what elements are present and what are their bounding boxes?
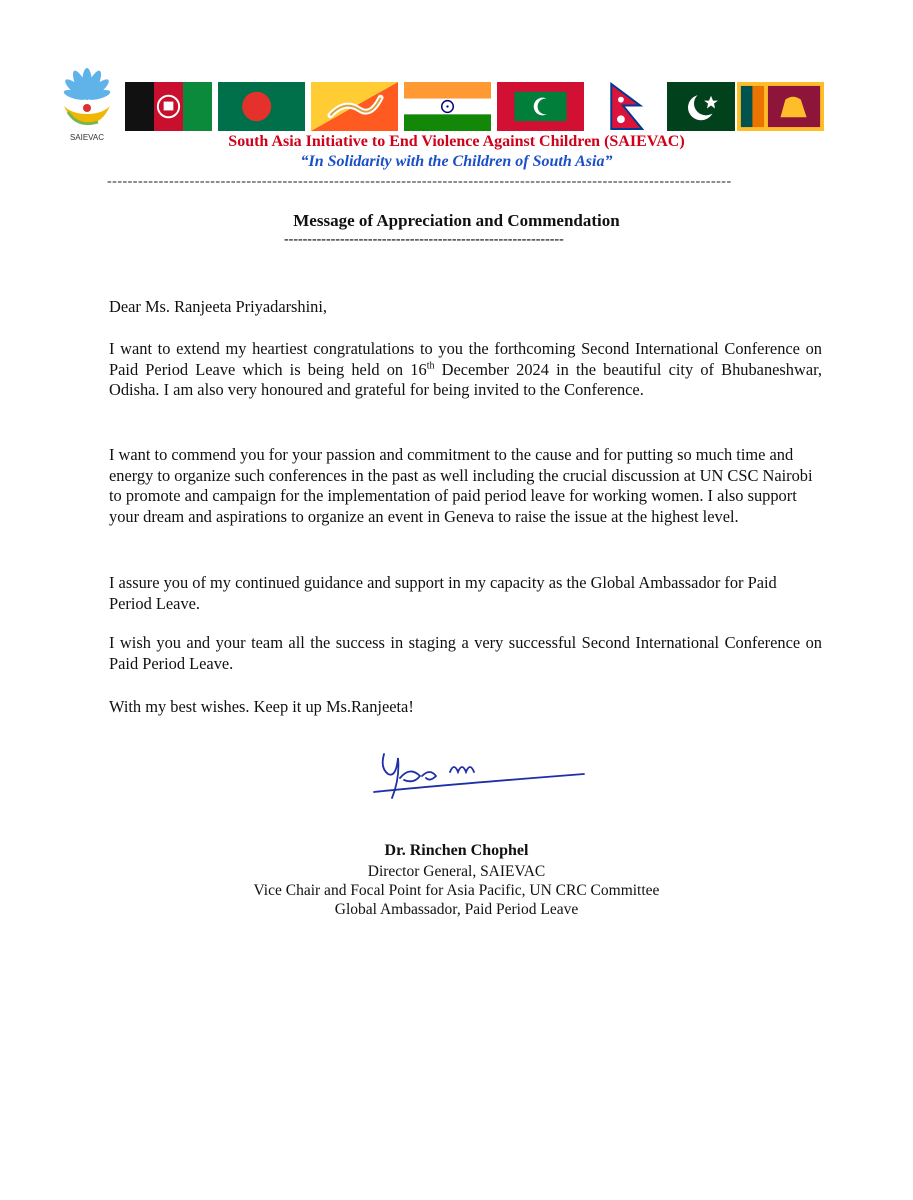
signatory-title: Global Ambassador, Paid Period Leave [334, 901, 579, 918]
paragraph-1 [109, 339, 822, 401]
header-divider: ------------------------------------------------------------------------------------------------------------------------- [107, 174, 732, 189]
paragraph-1-text: I want to extend my heartiest congratulations to you the forthcoming Second International Conference on Paid Period Leave which is being held on 16 [109, 339, 822, 379]
bangladesh-flag [218, 82, 305, 131]
logo-caption: SAIEVAC [69, 133, 105, 142]
bhutan-flag [311, 82, 398, 131]
india-flag [404, 82, 491, 131]
document-title: Message of Appreciation and Commendation [293, 211, 620, 230]
signatory-name: Dr. Rinchen Chophel [384, 842, 529, 859]
paragraph-3: I assure you of my continued guidance and support in my capacity as the Global Ambassador for Paid Period Leave. [109, 573, 777, 613]
title-underline: ------------------------------------------------------------ [284, 232, 564, 247]
paragraph-4: I wish you and your team all the success in staging a very successful Second International Conference on Paid Period Leave. [109, 633, 822, 673]
closing-line: With my best wishes. Keep it up Ms.Ranjeeta! [109, 697, 414, 716]
pakistan-flag [645, 82, 735, 131]
paragraph-1-text-cont: December 2024 in the beautiful city of Bhubaneshwar, Odisha. I am also very honoured and grateful for being invited to the Conference. [109, 359, 823, 399]
organization-name: South Asia Initiative to End Violence Against Children (SAIEVAC) [228, 133, 685, 150]
maldives-flag [497, 82, 584, 131]
salutation: Dear Ms. Ranjeeta Priyadarshini, [109, 297, 328, 316]
sri-lanka-flag [737, 82, 824, 131]
paragraph-2: I want to commend you for your passion and commitment to the cause and for putting so much time and energy to organize such conferences in the past as well including the crucial discussion at UN CSC Nairobi to promote and campaign for the implementation of paid period leave for working women. I also support your dream and aspirations to organize an event in Geneva to raise the issue at the highest level. [109, 445, 813, 526]
handwritten-signature [370, 748, 590, 808]
organization-motto: “In Solidarity with the Children of South Asia” [300, 153, 613, 170]
date-ordinal-suffix: th [426, 360, 435, 372]
signatory-title: Director General, SAIEVAC [367, 863, 546, 880]
afghanistan-flag [125, 82, 212, 131]
signatory-title: Vice Chair and Focal Point for Asia Pacific, UN CRC Committee [253, 882, 660, 899]
